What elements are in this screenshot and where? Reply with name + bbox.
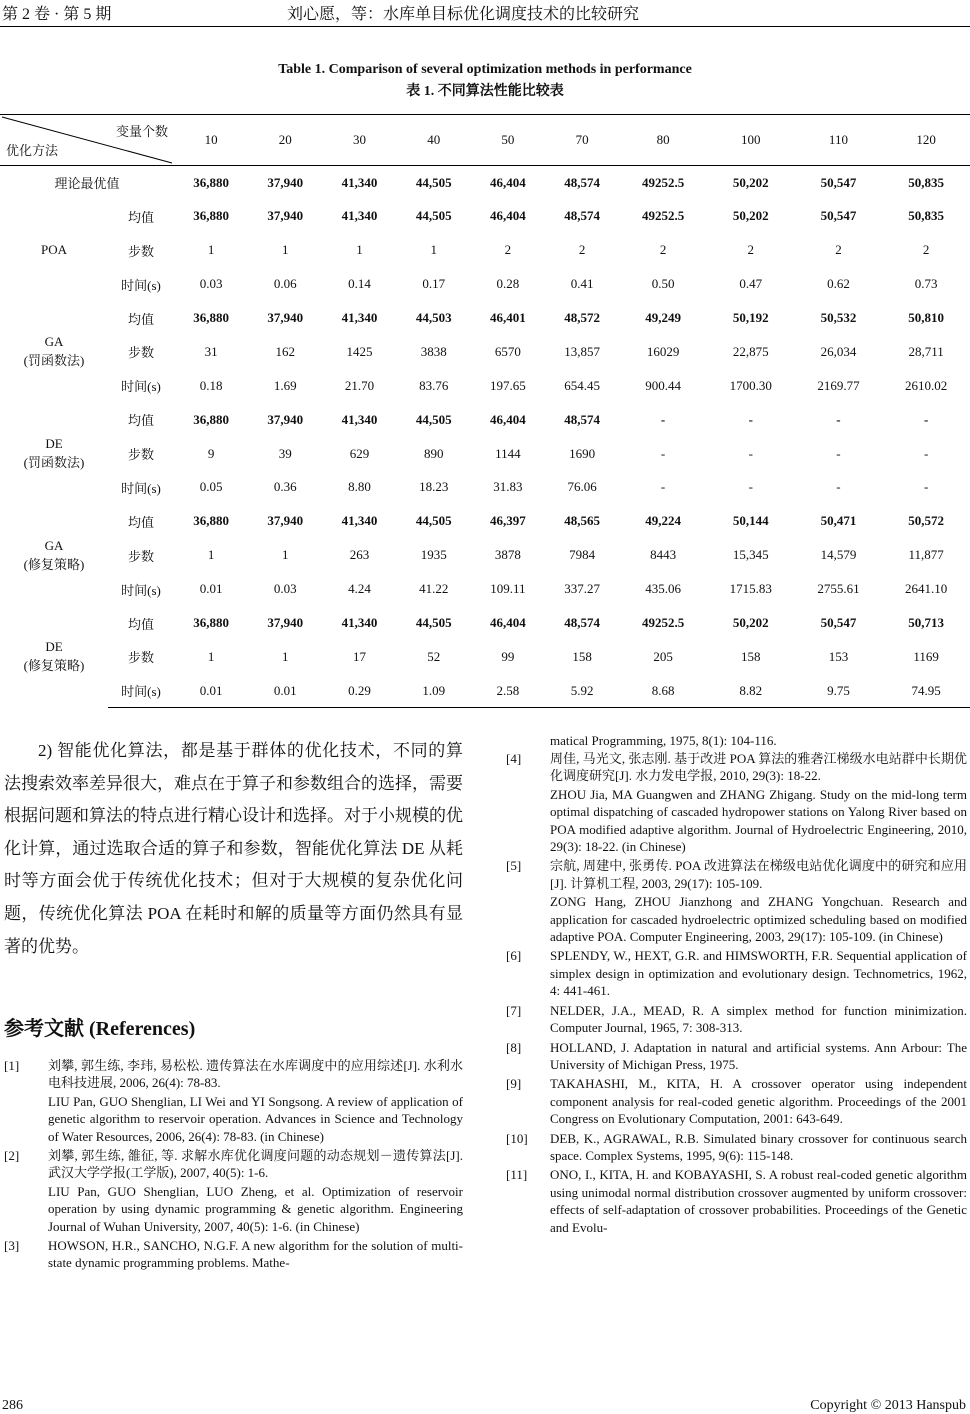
reference-en: SPLENDY, W., HEXT, G.R. and HIMSWORTH, F.R. Sequential application of simplex design in optimization and evolutionary design. Technometrics, 1962, 4: 441-461. <box>550 948 967 999</box>
table-row <box>0 538 970 572</box>
references-right <box>506 750 967 1238</box>
table-cell: - <box>836 411 841 427</box>
table-cell: 0.03 <box>199 276 223 292</box>
table-cell: 0.06 <box>273 276 297 292</box>
table-cell: 41,340 <box>341 174 378 190</box>
reference-text <box>550 1002 967 1038</box>
table-cell: 50,713 <box>908 615 945 631</box>
table-cell: 2755.61 <box>817 581 860 597</box>
metric-label: 时间(s) <box>121 277 161 293</box>
table-cell: 0.29 <box>322 674 396 708</box>
table-cell: 17 <box>353 648 366 664</box>
table-row <box>0 437 970 471</box>
table-cell: 0.14 <box>348 276 371 292</box>
reference-item <box>4 1057 463 1146</box>
table-cell: 435.06 <box>645 581 681 597</box>
table-cell: 21.70 <box>344 377 375 393</box>
metric-label: 步数 <box>127 345 154 361</box>
table-cell: 52 <box>427 648 441 664</box>
table-row <box>0 606 970 640</box>
table-cell: 48,572 <box>564 310 600 325</box>
table-cell: 15,345 <box>732 547 769 563</box>
reference-text <box>48 1147 463 1236</box>
table-cell: 11,877 <box>908 547 944 563</box>
reference-text <box>550 1130 967 1166</box>
table-cell: 49,224 <box>645 513 681 529</box>
table-cell: 0.41 <box>570 276 594 292</box>
table-cell: 50,532 <box>820 310 857 325</box>
table-cell: 50,144 <box>732 513 769 529</box>
reference-text <box>550 1166 967 1237</box>
reference-item <box>506 750 967 856</box>
table-cell: 153 <box>828 648 849 664</box>
reference-text <box>550 947 967 1000</box>
table-cell: 50,835 <box>908 208 945 224</box>
table-row <box>0 403 970 437</box>
table-row <box>0 471 970 505</box>
column-header: 40 <box>397 115 471 166</box>
table-cell: 8.68 <box>619 674 707 708</box>
table-cell: 50,810 <box>908 310 945 325</box>
table-cell: 50,547 <box>820 174 857 190</box>
table-cell: - <box>660 411 666 427</box>
table-cell: 158 <box>741 648 761 664</box>
reference-en: HOLLAND, J. Adaptation in natural and artificial systems. Ann Arbour: The University of Michigan Press, 1975. <box>550 1039 967 1072</box>
metric-label: 均值 <box>127 311 154 327</box>
table-cell: 37,940 <box>267 208 304 224</box>
table-cell: 0.05 <box>199 479 223 495</box>
table-cell: 0.73 <box>914 276 938 292</box>
table-cell: 44,505 <box>415 513 452 529</box>
column-header: 100 <box>707 115 795 166</box>
reference-en: DEB, K., AGRAWAL, R.B. Simulated binary crossover for continuous search space. Complex Systems, 1995, 9(6): 115-148. <box>550 1130 967 1163</box>
metric-label: 均值 <box>127 514 154 530</box>
table-cell: 1425 <box>346 343 373 359</box>
metric-label: 步数 <box>127 650 154 666</box>
method-name: GA <box>44 334 64 350</box>
table-cell: 0.36 <box>273 479 297 495</box>
table-cell: 1.69 <box>273 377 297 393</box>
table-cell: 654.45 <box>564 377 600 393</box>
table-cell: 50,192 <box>732 310 769 325</box>
table-row <box>0 267 970 301</box>
body-paragraph: 2) 智能优化算法，都是基于群体的优化技术，不同的算法搜索效率差异很大，难点在于算子和参数组合的选择，需要根据问题和算法的特点进行精心设计和选择。对于小规模的优化计算，通过选取合适的算子和参数，智能优化算法 DE 从耗时等方面会优于传统优化技术；但对于大规模的复杂优化问题，传统优化算法 POA 在耗时和解的质量等方面仍然具有显著的优势。 <box>4 741 463 956</box>
table-cell: 1935 <box>420 547 447 563</box>
table-cell: 0.18 <box>199 377 223 393</box>
table-cell: - <box>660 479 666 495</box>
table-row <box>0 233 970 267</box>
table-cell: 0.47 <box>739 276 763 292</box>
table-cell: 37,940 <box>267 310 304 325</box>
reference-cn: 刘攀, 郭生练, 李玮, 易松松. 遗传算法在水库调度中的应用综述[J]. 水利水电科技进展, 2006, 26(4): 78-83. <box>48 1058 463 1091</box>
table-cell: 31 <box>204 343 218 359</box>
table-cell: 109.11 <box>490 581 526 597</box>
table-cell: 36,880 <box>193 411 229 427</box>
table-header-row <box>0 115 970 166</box>
table-cell: 263 <box>349 547 370 563</box>
table-cell: 2641.10 <box>905 581 948 597</box>
table-cell: 9.75 <box>795 674 883 708</box>
table-cell: 2610.02 <box>905 377 948 393</box>
table-row <box>0 640 970 674</box>
table-cell: 48,574 <box>564 615 600 631</box>
table-cell: - <box>836 445 841 461</box>
reference-text <box>48 1237 463 1273</box>
table-cell: 13,857 <box>564 343 600 359</box>
references-left <box>4 1057 463 1274</box>
method-name: POA <box>40 242 67 258</box>
table-cell: 900.44 <box>645 377 681 393</box>
table-cell: 39 <box>278 445 292 461</box>
table-cell: - <box>748 411 753 427</box>
reference-number: [7] <box>506 1002 522 1018</box>
column-header: 80 <box>619 115 707 166</box>
table-cell: 50,572 <box>908 513 945 529</box>
table-row <box>0 369 970 403</box>
table-cell: 1690 <box>569 445 596 461</box>
table-cell: 0.03 <box>273 581 297 597</box>
reference-item <box>506 947 967 1000</box>
reference-number: [10] <box>506 1130 528 1146</box>
table-row <box>0 504 970 538</box>
metric-label: 均值 <box>127 616 154 632</box>
table-cell: 44,505 <box>415 615 452 631</box>
table-cell: 1.09 <box>397 674 471 708</box>
table-cell: 46,404 <box>490 615 526 631</box>
table-cell: 48,565 <box>564 513 600 529</box>
metric-label: 步数 <box>127 243 154 259</box>
table-cell: 8.80 <box>348 479 371 495</box>
table-cell: 0.50 <box>651 276 675 292</box>
table-caption-en: Table 1. Comparison of several optimization methods in performance <box>278 62 692 77</box>
table-cell: 41,340 <box>341 411 378 427</box>
method-variant: (罚函数法) <box>23 353 85 369</box>
comparison-table <box>0 114 970 708</box>
table-cell: 2.58 <box>471 674 545 708</box>
metric-label: 时间(s) <box>121 379 161 395</box>
table-cell: 2 <box>922 242 930 258</box>
table-cell: - <box>923 479 929 495</box>
table-cell: 18.23 <box>419 479 449 495</box>
method-name: GA <box>44 537 64 553</box>
table-row <box>0 301 970 335</box>
table-cell: 49252.5 <box>641 174 685 190</box>
reference-en: ZONG Hang, ZHOU Jianzhong and ZHANG Yongchuan. Research and application for cascaded hydroelectric optimized scheduling based on modified adaptive POA. Computer Engineering, 2003, 29(17): 105-109. (in Chinese) <box>550 894 967 945</box>
method-name: DE <box>45 639 63 655</box>
metric-label: 时间(s) <box>108 674 174 708</box>
table-cell: 46,404 <box>490 411 526 427</box>
reference-en: HOWSON, H.R., SANCHO, N.G.F. A new algorithm for the solution of multi-state dynamic programming problems. Mathe- <box>48 1238 463 1271</box>
table-cell: 49,249 <box>645 310 681 325</box>
table-cell: 36,880 <box>193 615 229 631</box>
reference-item <box>506 857 967 946</box>
table-cell: 41,340 <box>341 310 378 325</box>
table-cell: 8.82 <box>707 674 795 708</box>
table-cell: 46,401 <box>490 310 526 325</box>
table-cell: 44,505 <box>415 174 452 190</box>
table-cell: 6570 <box>494 343 521 359</box>
table-cell: 0.28 <box>496 276 520 292</box>
table-cell: 36,880 <box>193 174 229 190</box>
table-cell: 158 <box>572 648 592 664</box>
reference-item <box>506 1166 967 1237</box>
method-cell <box>0 199 108 301</box>
table-cell: 2 <box>747 242 754 258</box>
table-cell: 3838 <box>420 343 447 359</box>
reference-item <box>4 1147 463 1236</box>
reference-number: [2] <box>4 1148 20 1164</box>
copyright: Copyright © 2013 Hanspub <box>810 1398 966 1413</box>
reference-en: ONO, I., KITA, H. and KOBAYASHI, S. A robust real-coded genetic algorithm using unimodal normal distribution crossover augmented by uniform crossover: effects of self-adaptation of crossover probabilities. Proceedings of the Genetic and Evolu- <box>550 1167 967 1235</box>
table-cell: 50,547 <box>820 208 857 224</box>
table-cell: 48,574 <box>564 208 600 224</box>
table-cell: 0.01 <box>248 674 322 708</box>
table-cell: 48,574 <box>564 174 600 190</box>
reference-text <box>550 857 967 946</box>
table-cell: 44,503 <box>415 310 452 325</box>
method-cell <box>0 606 108 708</box>
table-cell: 48,574 <box>564 411 600 427</box>
table-cell: 197.65 <box>490 377 526 393</box>
method-cell <box>0 403 108 505</box>
reference-en: LIU Pan, GUO Shenglian, LI Wei and YI Songsong. A review of application of genetic algorithm to reservoir operation. Advances in Science and Technology of Water Resources, 2006, 26(4): 78-83. (in Chinese) <box>48 1093 463 1144</box>
column-header: 120 <box>882 115 970 166</box>
table-cell: 16029 <box>646 343 680 359</box>
table-cell: 41,340 <box>341 615 378 631</box>
method-cell <box>0 301 108 403</box>
reference-en: NELDER, J.A., MEAD, R. A simplex method for function minimization. Computer Journal, 1965, 7: 308-313. <box>550 1002 967 1036</box>
table-cell: 2 <box>578 242 586 258</box>
table-cell: 76.06 <box>567 479 597 495</box>
table-cell: 1144 <box>495 445 521 461</box>
table-cell: 46,397 <box>490 513 526 529</box>
table-cell: 8443 <box>650 547 677 563</box>
table-cell: 37,940 <box>267 411 304 427</box>
table-cell: 41.22 <box>419 581 449 597</box>
column-header: 50 <box>471 115 545 166</box>
table-cell: 7984 <box>569 547 596 563</box>
table-cell: 2 <box>659 242 667 258</box>
table-cell: 41,340 <box>341 208 378 224</box>
reference-number: [3] <box>4 1238 20 1254</box>
table-row <box>0 335 970 369</box>
table-cell: - <box>836 479 841 495</box>
table-cell: - <box>923 411 929 427</box>
column-header: 10 <box>174 115 248 166</box>
reference-cn: 周佳, 马光文, 张志刚. 基于改进 POA 算法的雅砻江梯级水电站群中长期优化调度研究[J]. 水力发电学报, 2010, 29(3): 18-22. <box>550 751 967 784</box>
table-cell: 0.62 <box>827 276 850 292</box>
method-variant: (罚函数法) <box>23 455 85 471</box>
table-cell: 44,505 <box>415 411 452 427</box>
table-cell: 37,940 <box>267 174 304 190</box>
table-cell: 0.01 <box>199 581 223 597</box>
table-cell: 28,711 <box>908 343 944 359</box>
table-cell: 1700.30 <box>729 377 772 393</box>
table-cell: 1 <box>207 242 215 258</box>
reference-text <box>550 750 967 856</box>
references-heading: 参考文献 (References) <box>4 1018 196 1040</box>
running-title: 刘心愿，等：水库单目标优化调度技术的比较研究 <box>287 6 640 23</box>
table-cell: 36,880 <box>193 513 229 529</box>
table-cell: 36,880 <box>193 310 229 325</box>
table-cell: 162 <box>275 343 296 359</box>
corner-cell <box>0 115 174 166</box>
method-cell <box>0 504 108 606</box>
column-header: 20 <box>248 115 322 166</box>
ref3-continued: matical Programming, 1975, 8(1): 104-116. <box>550 733 777 748</box>
table-cell: - <box>748 445 753 461</box>
table-cell: 83.76 <box>419 377 449 393</box>
method-variant: (修复策略) <box>23 658 85 674</box>
reference-text <box>550 1039 967 1075</box>
corner-bottom-label: 优化方法 <box>6 143 59 158</box>
table-cell: 50,202 <box>732 615 769 631</box>
reference-en: ZHOU Jia, MA Guangwen and ZHANG Zhigang. Study on the mid-long term optimal dispatching of cascaded hydropower stations on Yalong River based on POA modified adaptive algorithm. Journal of Hydroelectric Engineering, 2010, 29(3): 18-22. (in Chinese) <box>550 786 967 855</box>
method-variant: (修复策略) <box>23 556 85 572</box>
column-header: 110 <box>795 115 883 166</box>
reference-item <box>506 1130 967 1166</box>
table-cell: 50,547 <box>820 615 857 631</box>
table-cell: 1 <box>282 547 289 563</box>
table-cell: 41,340 <box>341 513 378 529</box>
table-cell: 46,404 <box>490 208 526 224</box>
reference-number: [4] <box>506 751 522 766</box>
reference-cn: 宗航, 周建中, 张勇传. POA 改进算法在梯级电站优化调度中的研究和应用[J]. 计算机工程, 2003, 29(17): 105-109. <box>550 858 967 891</box>
table-cell: 4.24 <box>348 581 371 597</box>
table-cell: 44,505 <box>415 208 452 224</box>
table-cell: 1 <box>207 547 215 563</box>
table-cell: 2 <box>835 242 842 258</box>
table-cell: 74.95 <box>882 674 970 708</box>
table-cell: 1 <box>207 648 215 664</box>
metric-label: 均值 <box>127 413 154 429</box>
reference-en: TAKAHASHI, M., KITA, H. A crossover operator using independent component analysis for real-coded genetic algorithm. Proceedings of the 2001 Congress on Evolutionary Computation, 2001: 643-649. <box>550 1076 967 1127</box>
reference-item <box>506 1075 967 1128</box>
table-cell: - <box>660 445 666 461</box>
table-cell: 50,835 <box>908 174 945 190</box>
reference-number: [8] <box>506 1039 522 1055</box>
reference-item <box>506 1002 967 1038</box>
table-cell: 31.83 <box>493 479 523 495</box>
table-cell: 0.01 <box>174 674 248 708</box>
reference-text <box>48 1057 463 1146</box>
table-cell: 2169.77 <box>817 377 860 393</box>
page-number: 286 <box>2 1398 23 1413</box>
table-cell: 3878 <box>494 547 521 563</box>
table-cell: 99 <box>501 648 515 664</box>
table-cell: 37,940 <box>267 513 304 529</box>
row-label: 理论最优值 <box>54 176 120 192</box>
metric-label: 均值 <box>127 209 154 225</box>
table-caption-cn: 表 1. 不同算法性能比较表 <box>406 84 564 99</box>
table-cell: 9 <box>207 445 215 461</box>
table-cell: - <box>748 479 753 495</box>
table-row <box>0 674 970 708</box>
table-cell: 337.27 <box>564 581 600 597</box>
table-cell: 1 <box>430 242 437 258</box>
table-cell: 14,579 <box>820 547 857 563</box>
table-cell: 1 <box>282 242 289 258</box>
table-cell: 5.92 <box>545 674 619 708</box>
table-cell: 629 <box>349 445 370 461</box>
table-cell: 46,404 <box>490 174 526 190</box>
table-cell: 37,940 <box>267 615 304 631</box>
table-row-optimum <box>0 166 970 200</box>
table-cell: 1169 <box>913 648 939 664</box>
method-name: DE <box>45 436 63 452</box>
reference-item <box>506 1039 967 1075</box>
table-row <box>0 199 970 233</box>
table-cell: 49252.5 <box>641 615 685 631</box>
reference-number: [6] <box>506 948 522 964</box>
issue-label: 第 2 卷 · 第 5 期 <box>2 6 112 23</box>
table-cell: 205 <box>653 648 673 664</box>
table-cell: - <box>923 445 929 461</box>
table-cell: 0.17 <box>422 276 446 292</box>
column-header: 70 <box>545 115 619 166</box>
metric-label: 时间(s) <box>121 582 161 598</box>
metric-label: 时间(s) <box>121 480 161 496</box>
reference-number: [5] <box>506 858 522 874</box>
reference-text <box>550 1075 967 1128</box>
reference-number: [11] <box>506 1167 528 1183</box>
running-header <box>0 0 970 27</box>
table-cell: 1 <box>282 648 289 664</box>
table-cell: 36,880 <box>193 208 229 224</box>
reference-number: [9] <box>506 1076 522 1092</box>
corner-top-label: 变量个数 <box>115 124 168 139</box>
table-cell: 50,202 <box>732 174 769 190</box>
reference-item <box>4 1237 463 1273</box>
table-cell: 22,875 <box>732 343 769 359</box>
table-cell: 50,202 <box>732 208 769 224</box>
table-cell: 1715.83 <box>729 581 772 597</box>
metric-label: 步数 <box>127 548 154 564</box>
table-cell: 26,034 <box>820 343 857 359</box>
table-body <box>0 166 970 708</box>
table-cell: 890 <box>423 445 444 461</box>
table-cell: 1 <box>356 242 363 258</box>
reference-cn: 刘攀, 郭生练, 雒征, 等. 求解水库优化调度问题的动态规划－遗传算法[J]. 武汉大学学报(工学版), 2007, 40(5): 1-6. <box>48 1148 463 1181</box>
reference-number: [1] <box>4 1058 20 1073</box>
table-row <box>0 572 970 606</box>
reference-en: LIU Pan, GUO Shenglian, LUO Zheng, et al. Optimization of reservoir operation by using dynamic programming & genetic algorithm. Engineering Journal of Wuhan University, 2007, 40(5): 1-6. (in Chinese) <box>48 1183 463 1234</box>
table-cell: 49252.5 <box>641 208 685 224</box>
table-cell: 2 <box>504 242 512 258</box>
table-cell: 50,471 <box>820 513 857 529</box>
column-header: 30 <box>322 115 396 166</box>
metric-label: 步数 <box>127 447 154 463</box>
